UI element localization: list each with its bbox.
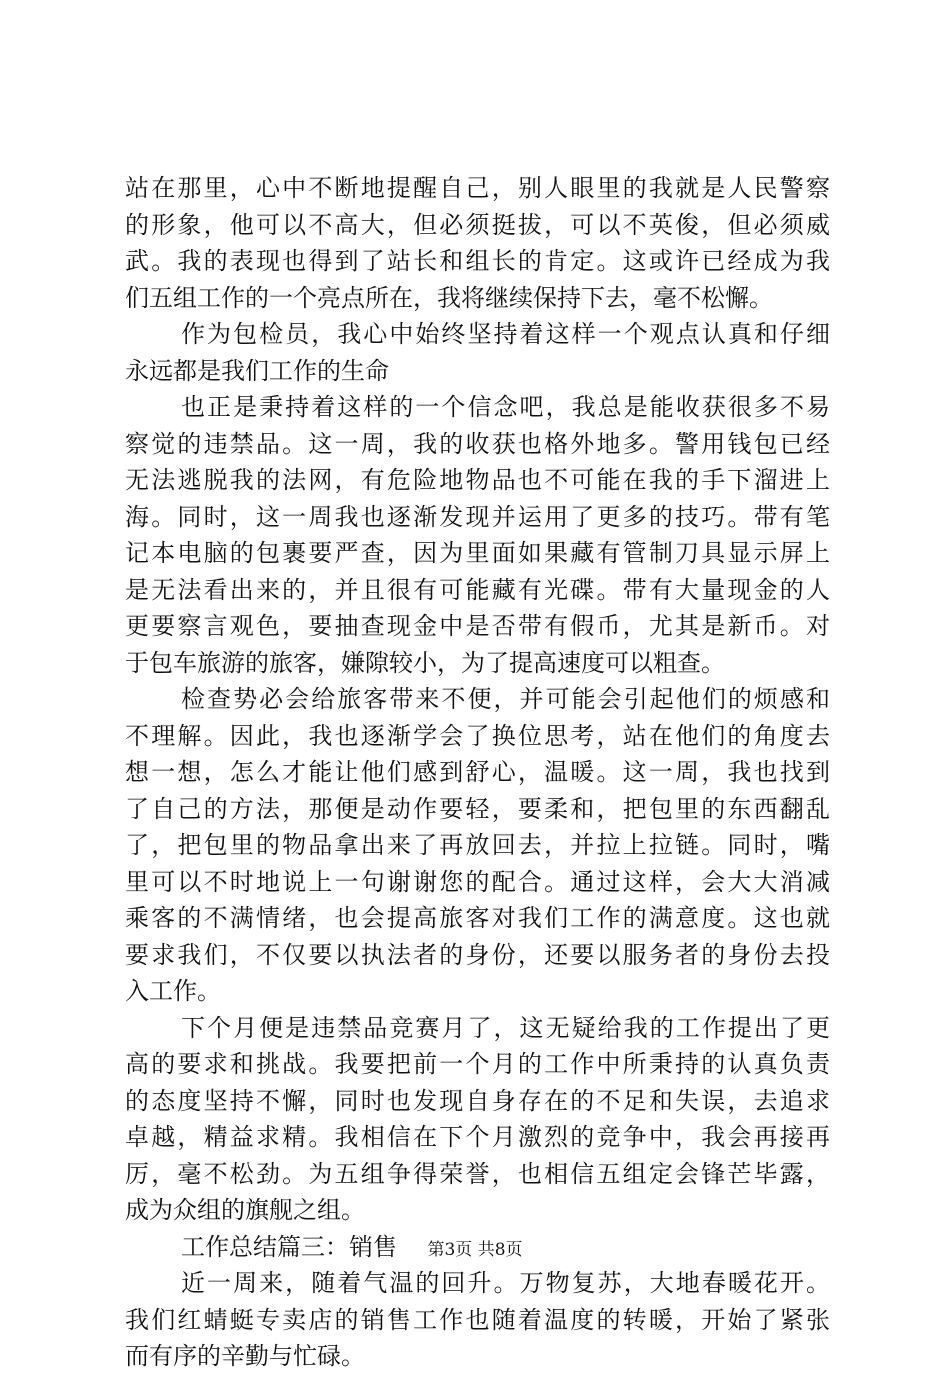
text-line: 是无法看出来的，并且很有可能藏有光碟。带有大量现金的人	[125, 575, 830, 604]
text-line: 不理解。因此，我也逐渐学会了换位思考，站在他们的角度去	[125, 721, 830, 750]
text-line: 而有序的辛勤与忙碌。	[125, 1342, 365, 1370]
text-line: 永远都是我们工作的生命	[125, 356, 389, 385]
text-line: 近一周来，随着气温的回升。万物复苏，大地春暖花开。	[181, 1269, 830, 1297]
text-line: 里可以不时地说上一句谢谢您的配合。通过这样，会大大消减	[125, 867, 830, 896]
text-line: 工作总结篇三：销售	[181, 1232, 397, 1261]
text-line: 更要察言观色，要抽查现金中是否带有假币，尤其是新币。对	[125, 612, 830, 640]
text-line: 站在那里，心中不断地提醒自己，别人眼里的我就是人民警察	[125, 174, 830, 202]
text-line: 入工作。	[125, 977, 221, 1005]
text-line: 记本电脑的包裹要严查，因为里面如果藏有管制刀具显示屏上	[125, 539, 830, 567]
text-line: 也正是秉持着这样的一个信念吧，我总是能收获很多不易	[181, 393, 830, 421]
text-line: 的形象，他可以不高大，但必须挺拔，可以不英俊，但必须威	[125, 210, 830, 239]
text-line: 无法逃脱我的法网，有危险地物品也不可能在我的手下溜进上	[125, 466, 830, 494]
text-line: 作为包检员，我心中始终坚持着这样一个观点认真和仔细	[181, 320, 830, 348]
text-line: 要求我们，不仅要以执法者的身份，还要以服务者的身份去投	[125, 940, 830, 969]
page-footer: 第3页 共8页	[427, 1240, 523, 1260]
text-line: 于包车旅游的旅客，嫌隙较小，为了提高速度可以粗查。	[125, 648, 725, 677]
text-line: 我们红蜻蜓专卖店的销售工作也随着温度的转暖，开始了紧张	[125, 1305, 830, 1334]
text-line: 卓越，精益求精。我相信在下个月激烈的竞争中，我会再接再	[125, 1123, 830, 1151]
text-line: 的态度坚持不懈，同时也发现自身存在的不足和失误，去追求	[125, 1086, 830, 1115]
text-line: 察觉的违禁品。这一周，我的收获也格外地多。警用钱包已经	[125, 429, 830, 458]
text-line: 下个月便是违禁品竞赛月了，这无疑给我的工作提出了更	[181, 1013, 830, 1042]
text-line: 了，把包里的物品拿出来了再放回去，并拉上拉链。同时，嘴	[125, 831, 830, 859]
text-line: 厉，毫不松劲。为五组争得荣誉，也相信五组定会锋芒毕露，	[125, 1159, 830, 1188]
text-line: 高的要求和挑战。我要把前一个月的工作中所秉持的认真负责	[125, 1050, 830, 1078]
text-line: 了自己的方法，那便是动作要轻，要柔和，把包里的东西翻乱	[125, 794, 830, 823]
text-line: 检查势必会给旅客带来不便，并可能会引起他们的烦感和	[181, 685, 830, 713]
text-line: 武。我的表现也得到了站长和组长的肯定。这或许已经成为我	[125, 247, 830, 275]
text-line: 们五组工作的一个亮点所在，我将继续保持下去，毫不松懈。	[125, 283, 773, 312]
text-line: 成为众组的旗舰之组。	[125, 1196, 365, 1224]
text-line: 想一想，怎么才能让他们感到舒心，温暖。这一周，我也找到	[125, 758, 830, 786]
text-line: 乘客的不满情绪，也会提高旅客对我们工作的满意度。这也就	[125, 904, 830, 932]
text-line: 海。同时，这一周我也逐渐发现并运用了更多的技巧。带有笔	[125, 502, 830, 531]
